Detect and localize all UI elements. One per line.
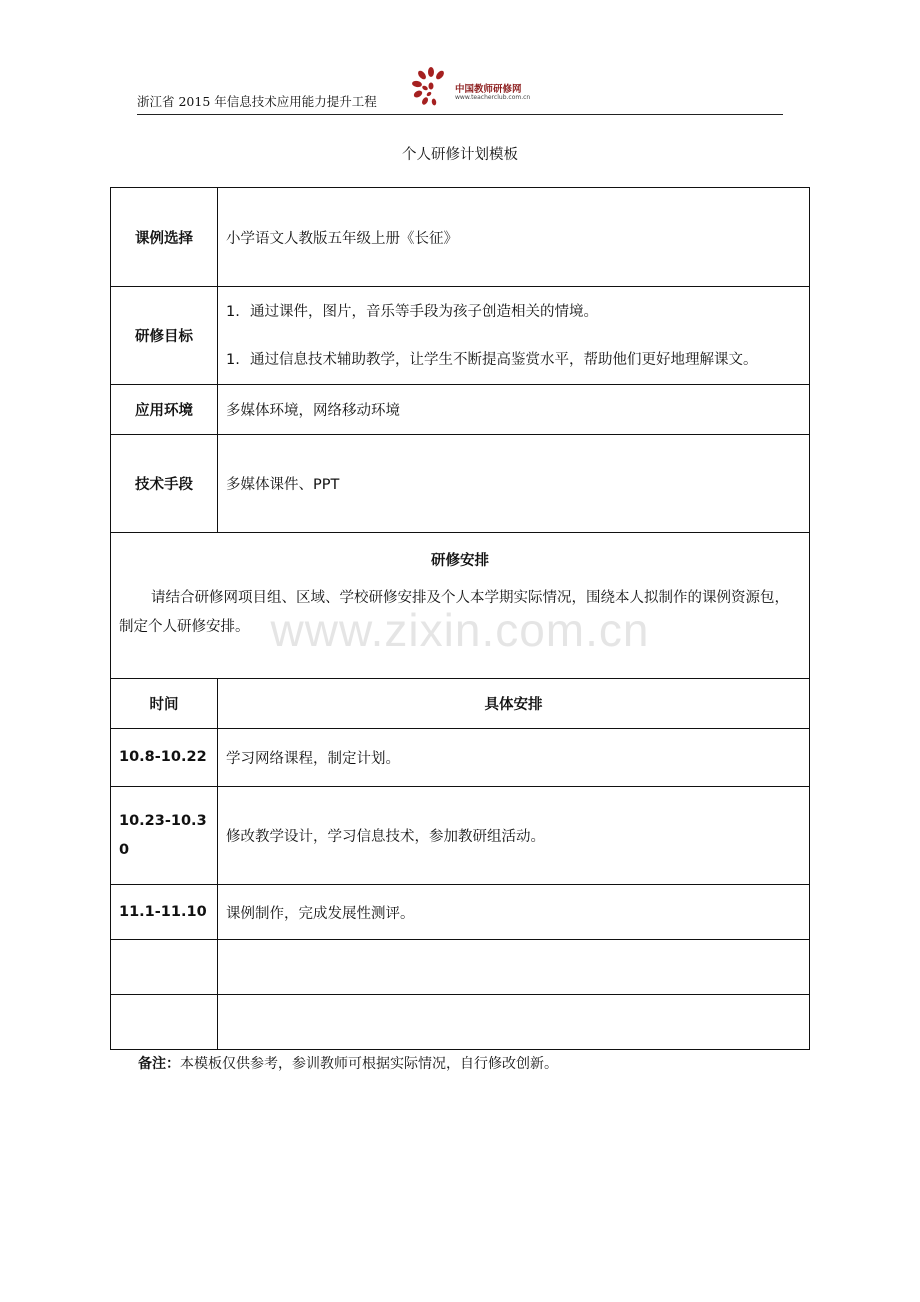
goal-item (226, 348, 801, 372)
goal-text: 通过课件，图片，音乐等手段为孩子创造相关的情境。 (250, 303, 598, 320)
page-header (137, 62, 783, 115)
value-tech: 多媒体课件、PPT (218, 435, 810, 533)
teacherclub-logo (409, 66, 549, 110)
header-text: 浙江省 2015 年信息技术应用能力提升工程 (137, 94, 377, 109)
value-env: 多媒体环境，网络移动环境 (218, 385, 810, 435)
arrangement-title: 研修安排 (431, 553, 489, 569)
label-tech: 技术手段 (111, 435, 218, 533)
schedule-time: 11.1-11.10 (111, 885, 218, 940)
note-text: 本模板仅供参考，参训教师可根据实际情况，自行修改创新。 (180, 1056, 558, 1072)
table-row-course (111, 188, 810, 287)
table-row-arrangement (111, 533, 810, 679)
goal-number: 1. (226, 351, 240, 368)
table-row (111, 885, 810, 940)
table-row (111, 787, 810, 885)
schedule-detail (218, 940, 810, 995)
plan-table (110, 187, 810, 1050)
label-goals: 研修目标 (111, 287, 218, 385)
page-title: 个人研修计划模板 (402, 147, 518, 163)
watermark: www.zixin.com.cn (270, 604, 650, 656)
value-course: 小学语文人教版五年级上册《长征》 (218, 188, 810, 287)
logo-url: www.teacherclub.com.cn (455, 94, 531, 101)
goal-item (226, 300, 801, 324)
schedule-detail (218, 995, 810, 1050)
footer-note (138, 1053, 558, 1073)
schedule-time (111, 940, 218, 995)
table-row (111, 995, 810, 1050)
schedule-detail: 学习网络课程，制定计划。 (218, 729, 810, 787)
label-env: 应用环境 (111, 385, 218, 435)
label-course: 课例选择 (111, 188, 218, 287)
arrangement-cell (111, 533, 810, 679)
col-time-header: 时间 (111, 679, 218, 729)
note-label: 备注： (138, 1056, 180, 1072)
schedule-detail: 课例制作，完成发展性测评。 (218, 885, 810, 940)
table-row (111, 940, 810, 995)
table-row (111, 729, 810, 787)
table-row-env (111, 385, 810, 435)
table-row-tech (111, 435, 810, 533)
goal-text: 通过信息技术辅助教学，让学生不断提高鉴赏水平，帮助他们更好地理解课文。 (250, 351, 758, 368)
col-detail-header: 具体安排 (218, 679, 810, 729)
arrangement-body: 请结合研修网项目组、区域、学校研修安排及个人本学期实际情况，围绕本人拟制作的课例资源包，制定个人研修安排。 (119, 590, 789, 635)
schedule-time: 10.8-10.22 (111, 729, 218, 787)
logo-swirl-icon (409, 66, 453, 110)
schedule-time: 10.23-10.30 (111, 787, 218, 885)
table-row-goals (111, 287, 810, 385)
value-goals (218, 287, 810, 385)
schedule-detail: 修改教学设计，学习信息技术，参加教研组活动。 (218, 787, 810, 885)
logo-name: 中国教师研修网 (455, 84, 522, 95)
goal-number: 1. (226, 303, 240, 320)
schedule-time (111, 995, 218, 1050)
schedule-header-row (111, 679, 810, 729)
